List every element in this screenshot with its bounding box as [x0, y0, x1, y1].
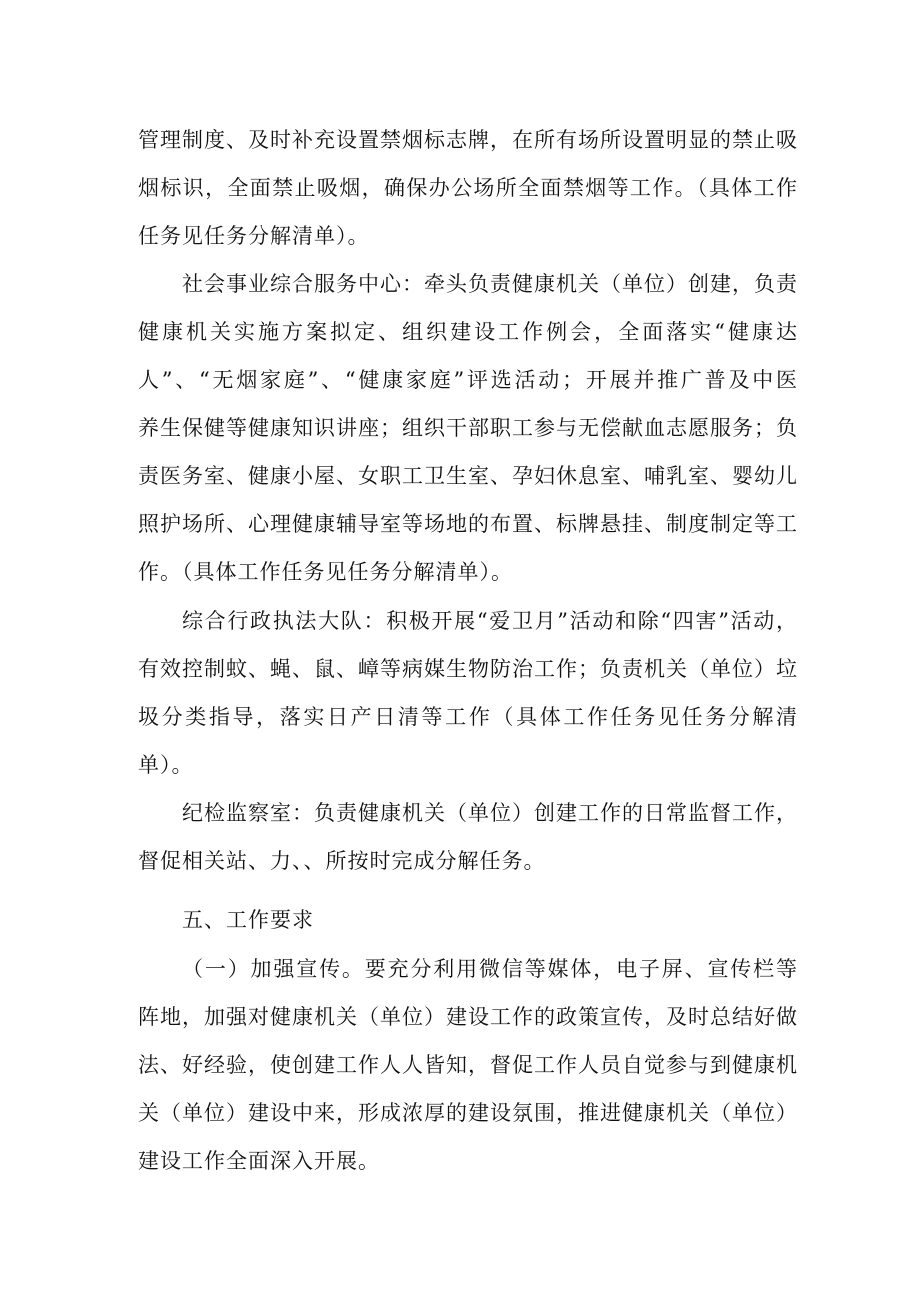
text-line: 有效控制蚊、蝇、鼠、嶂等病媒生物防治工作；负责机关（单位）垃: [138, 657, 798, 681]
text-line: 管理制度、及时补充设置禁烟标志牌，在所有场所设置明显的禁止吸: [138, 128, 798, 152]
text-line: 照护场所、心理健康辅导室等场地的布置、标牌悬挂、制度制定等工: [138, 512, 798, 536]
text-line: 社会事业综合服务中心：牵头负责健康机关（单位）创建，负责: [182, 272, 798, 296]
text-line: 督促相关站、力、、所按时完成分解任务。: [138, 849, 546, 873]
section-heading-work-requirements: 五、工作要求: [182, 908, 314, 932]
text-line: 圾分类指导，落实日产日清等工作（具体工作任务见任务分解清: [138, 705, 798, 729]
paragraph-smoking-control: [138, 116, 798, 260]
text-line: 健康机关实施方案拟定、组织建设工作例会，全面落实“健康达: [138, 320, 798, 344]
paragraph-law-enforcement-team: [138, 597, 798, 789]
text-line: 阵地，加强对健康机关（单位）建设工作的政策宣传，及时总结好做: [138, 1005, 798, 1029]
text-line: 责医务室、健康小屋、女职工卫生室、孕妇休息室、哺乳室、婴幼儿: [138, 464, 798, 488]
text-line: 烟标识，全面禁止吸烟，确保办公场所全面禁烟等工作。（具体工作: [138, 176, 798, 200]
text-line: 作。（具体工作任务见任务分解清单）。: [138, 560, 513, 584]
paragraph-strengthen-publicity: [138, 945, 798, 1185]
text-line: 养生保健等健康知识讲座；组织干部职工参与无偿献血志愿服务；负: [138, 416, 798, 440]
paragraph-discipline-inspection: [138, 789, 798, 885]
paragraph-social-services-center: [138, 260, 798, 596]
text-line: 关（单位）建设中来，形成浓厚的建设氛围，推进健康机关（单位）: [138, 1101, 798, 1125]
text-line: 任务见任务分解清单）。: [138, 224, 370, 248]
text-line: 单）。: [138, 753, 194, 777]
text-line: 综合行政执法大队：积极开展“爱卫月”活动和除“四害”活动，: [182, 609, 798, 633]
text-line: 纪检监察室：负责健康机关（单位）创建工作的日常监督工作，: [182, 801, 798, 825]
text-line: 建设工作全面深入开展。: [138, 1149, 380, 1173]
text-line: （一）加强宣传。要充分利用微信等媒体，电子屏、宣传栏等: [182, 957, 798, 981]
text-line: 法、好经验，使创建工作人人皆知，督促工作人员自觉参与到健康机: [138, 1053, 798, 1077]
text-line: 人”、“无烟家庭”、“健康家庭”评选活动；开展并推广普及中医: [138, 368, 798, 392]
